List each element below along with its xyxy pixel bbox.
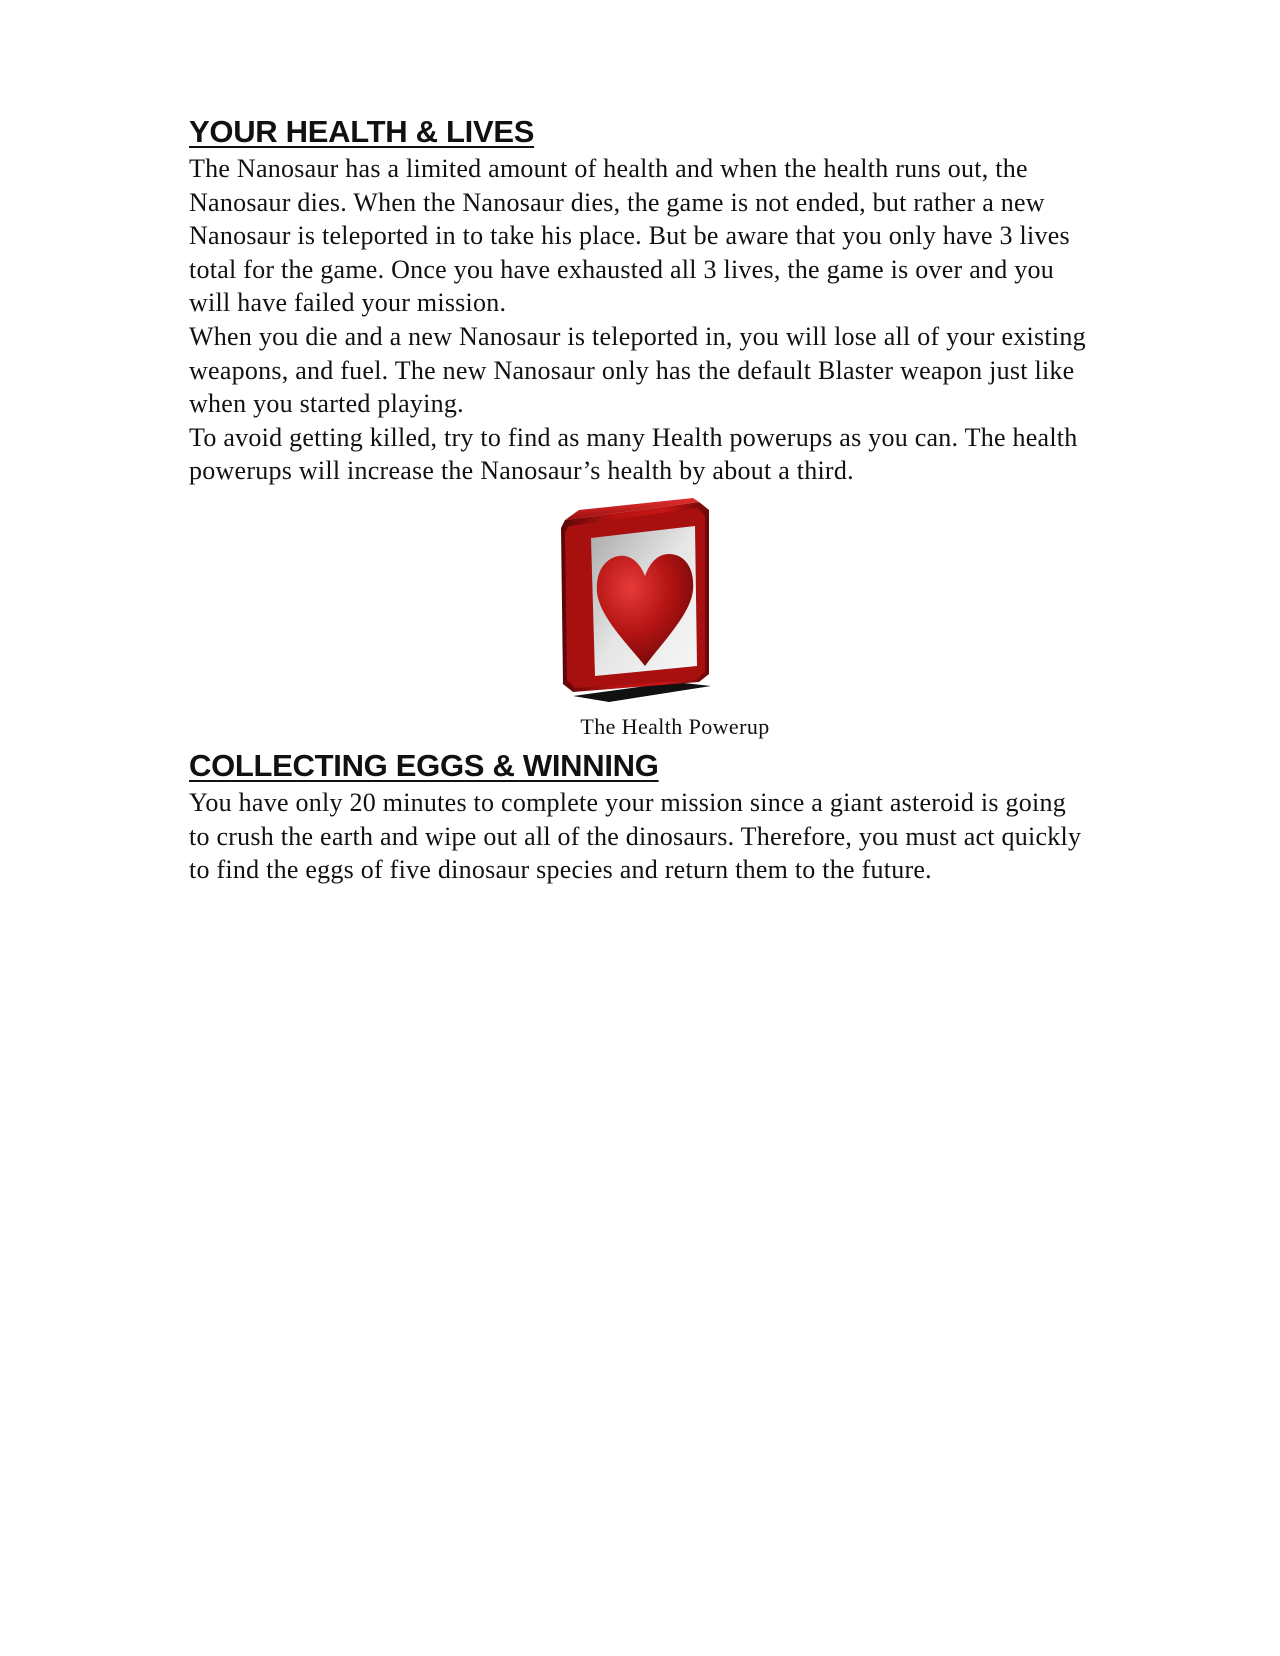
paragraph-mission-time: You have only 20 minutes to complete your mission since a giant asteroid is going to crush the earth and wipe out all of the dinosaurs. Therefore, you must act quickly to find the eggs of five dinosaur species and return them to the future. — [189, 787, 1082, 885]
paragraph-respawn: When you die and a new Nanosaur is teleported in, you will lose all of your existing weapons, and fuel. The new Nanosaur only has the default Blaster weapon just like when you started playing. — [189, 321, 1086, 419]
paragraph-health-intro: The Nanosaur has a limited amount of health and when the health runs out, the Nanosaur dies. When the Nanosaur dies, the game is not ended, but rather a new Nanosaur is teleported in to take his place. But be aware that you only have 3 lives total for the game. Once you have exhausted all 3 lives, the game is over and you will have failed your mission. — [189, 154, 1070, 318]
health-powerup-figure — [189, 496, 1089, 746]
page-content — [189, 112, 1089, 887]
heading-health-lives: YOUR HEALTH & LIVES — [189, 114, 535, 149]
heading-collecting-eggs: COLLECTING EGGS & WINNING — [189, 747, 659, 783]
figure-caption: The Health Powerup — [580, 713, 770, 739]
paragraph-health-powerups: To avoid getting killed, try to find as many Health powerups as you can. The health powerups will increase the Nanosaur’s health by about a third. — [189, 422, 1078, 486]
health-powerup-icon — [559, 496, 719, 711]
